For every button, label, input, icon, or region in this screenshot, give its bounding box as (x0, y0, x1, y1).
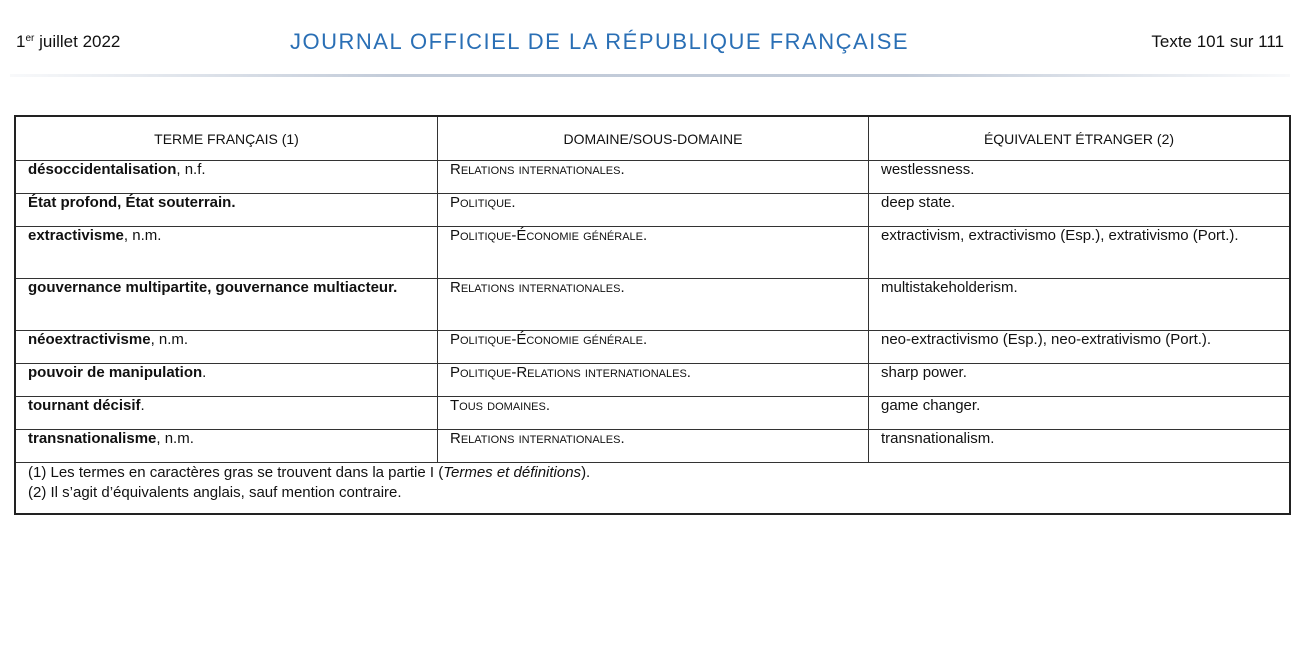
journal-title: JOURNAL OFFICIEL DE LA RÉPUBLIQUE FRANÇAISE (290, 29, 910, 54)
equivalent-cell: extractivism, extractivismo (Esp.), extrativismo (Port.). (869, 227, 1291, 279)
publication-date: 1er juillet 2022 (16, 32, 121, 51)
table-row (15, 161, 1290, 194)
term-cell: État profond, État souterrain. (15, 194, 438, 227)
term-cell: transnationalisme, n.m. (15, 430, 438, 463)
column-header-french-term: TERME FRANÇAIS (1) (15, 116, 438, 161)
table-header-row (15, 116, 1290, 161)
domain-cell: Politique-Relations internationales. (438, 364, 869, 397)
terminology-table (14, 115, 1291, 515)
equivalent-cell: sharp power. (869, 364, 1291, 397)
domain-cell: Relations internationales. (438, 161, 869, 194)
term-cell: pouvoir de manipulation. (15, 364, 438, 397)
domain-cell: Politique-Économie générale. (438, 227, 869, 279)
footnote-2: (2) Il s’agit d’équivalents anglais, sauf mention contraire. (28, 484, 402, 501)
term-cell: extractivisme, n.m. (15, 227, 438, 279)
domain-cell: Politique-Économie générale. (438, 331, 869, 364)
domain-cell: Politique. (438, 194, 869, 227)
table-row (15, 227, 1290, 279)
term-cell: tournant décisif. (15, 397, 438, 430)
domain-cell: Tous domaines. (438, 397, 869, 430)
table-row (15, 430, 1290, 463)
table-row (15, 331, 1290, 364)
column-header-domain: DOMAINE/SOUS-DOMAINE (438, 116, 869, 161)
column-header-foreign-equivalent: ÉQUIVALENT ÉTRANGER (2) (869, 116, 1291, 161)
footnotes-row (15, 463, 1290, 515)
equivalent-cell: game changer. (869, 397, 1291, 430)
equivalent-cell: neo-extractivismo (Esp.), neo-extrativismo (Port.). (869, 331, 1291, 364)
term-cell: gouvernance multipartite, gouvernance multiacteur. (15, 279, 438, 331)
table-row (15, 397, 1290, 430)
page-header (0, 0, 1300, 80)
equivalent-cell: westlessness. (869, 161, 1291, 194)
footnote-1: (1) Les termes en caractères gras se trouvent dans la partie I (Termes et définitions). (28, 464, 591, 481)
page-indicator: Texte 101 sur 111 (1151, 32, 1284, 51)
domain-cell: Relations internationales. (438, 430, 869, 463)
equivalent-cell: deep state. (869, 194, 1291, 227)
term-cell: désoccidentalisation, n.f. (15, 161, 438, 194)
term-cell: néoextractivisme, n.m. (15, 331, 438, 364)
table-row (15, 194, 1290, 227)
table-row (15, 364, 1290, 397)
table-row (15, 279, 1290, 331)
footnotes-cell (15, 463, 1290, 515)
header-divider (10, 74, 1290, 77)
domain-cell: Relations internationales. (438, 279, 869, 331)
equivalent-cell: multistakeholderism. (869, 279, 1291, 331)
equivalent-cell: transnationalism. (869, 430, 1291, 463)
